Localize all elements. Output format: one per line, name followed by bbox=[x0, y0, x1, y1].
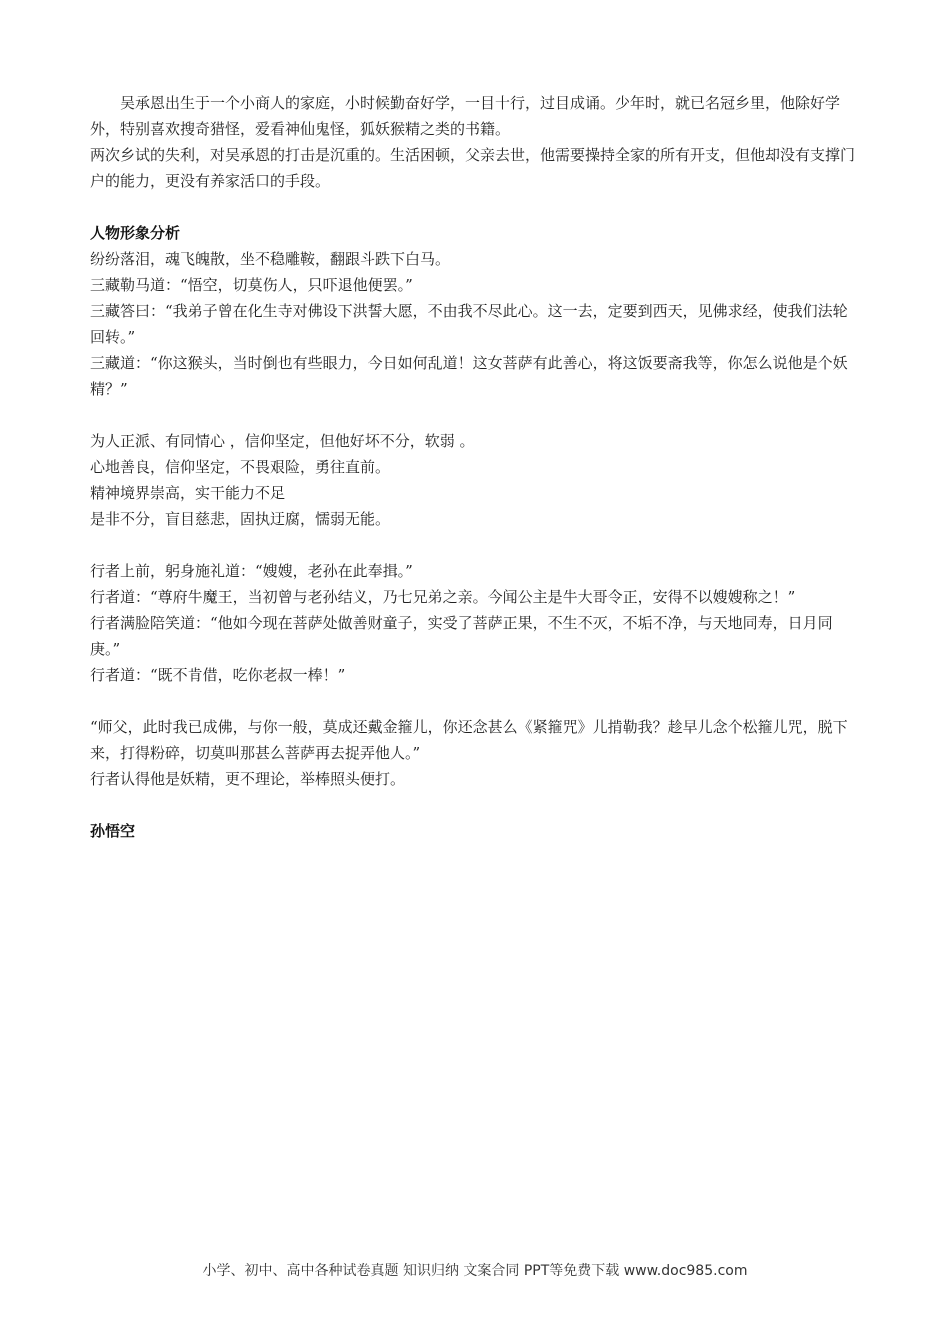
wukong-quote-line: 行者上前，躬身施礼道：“嫂嫂，老孙在此奉揖。” bbox=[90, 562, 413, 580]
quote-line: 纷纷落泪，魂飞魄散，坐不稳雕鞍，翻跟斗跌下白马。 bbox=[90, 250, 451, 268]
document-body bbox=[90, 90, 860, 844]
quote-line: 三藏答曰：“我弟子曾在化生寺对佛设下洪誓大愿，不由我不尽此心。这一去，定要到西天，见佛求经，使我们法轮回转。” bbox=[90, 302, 848, 346]
quote-line: 三藏道：“你这猴头，当时倒也有些眼力，今日如何乱道！这女菩萨有此善心，将这饭要斋我等，你怎么说他是个妖精？” bbox=[90, 354, 848, 398]
spacer bbox=[90, 402, 860, 428]
section-heading-sun-wukong: 孙悟空 bbox=[90, 822, 136, 840]
page-footer: 小学、初中、高中各种试卷真题 知识归纳 文案合同 PPT等免费下载 www.doc985.com bbox=[202, 1263, 748, 1279]
quote-line: 行者认得他是妖精，更不理论，举棒照头便打。 bbox=[90, 770, 406, 788]
intro-paragraph-2: 两次乡试的失利，对吴承恩的打击是沉重的。生活困顿，父亲去世，他需要操持全家的所有开支，但他却没有支撑门户的能力，更没有养家活口的手段。 bbox=[90, 146, 856, 190]
quote-line: “师父，此时我已成佛，与你一般，莫成还戴金箍儿，你还念甚么《紧箍咒》儿掯勒我？趁早儿念个松箍儿咒，脱下来，打得粉碎，切莫叫那甚么菩萨再去捉弄他人。” bbox=[90, 718, 848, 762]
quote-line: 三藏勒马道：“悟空，切莫伤人，只吓退他便罢。” bbox=[90, 276, 413, 294]
spacer bbox=[90, 532, 860, 558]
wukong-quote-line: 行者道：“既不肯借，吃你老叔一棒！” bbox=[90, 666, 346, 684]
wukong-quote-line: 行者道：“尊府牛魔王，当初曾与老孙结义，乃七兄弟之亲。今闻公主是牛大哥令正，安得不以嫂嫂称之！” bbox=[90, 588, 796, 606]
spacer bbox=[90, 792, 860, 818]
trait-line: 为人正派、有同情心 ，信仰坚定，但他好坏不分，软弱 。 bbox=[90, 432, 475, 450]
intro-paragraph-1: 吴承恩出生于一个小商人的家庭，小时候勤奋好学，一目十行，过目成诵。少年时，就已名冠乡里，他除好学外，特别喜欢搜奇猎怪，爱看神仙鬼怪，狐妖猴精之类的书籍。 bbox=[90, 94, 841, 138]
spacer bbox=[90, 688, 860, 714]
spacer bbox=[90, 194, 860, 220]
section-heading-character-analysis: 人物形象分析 bbox=[90, 224, 181, 242]
trait-line: 是非不分，盲目慈悲，固执迂腐，懦弱无能。 bbox=[90, 510, 391, 528]
trait-line: 精神境界崇高，实干能力不足 bbox=[90, 484, 286, 502]
trait-line: 心地善良，信仰坚定，不畏艰险，勇往直前。 bbox=[90, 458, 391, 476]
wukong-quote-line: 行者满脸陪笑道：“他如今现在菩萨处做善财童子，实受了菩萨正果，不生不灭，不垢不净，与天地同寿，日月同庚。” bbox=[90, 614, 833, 658]
